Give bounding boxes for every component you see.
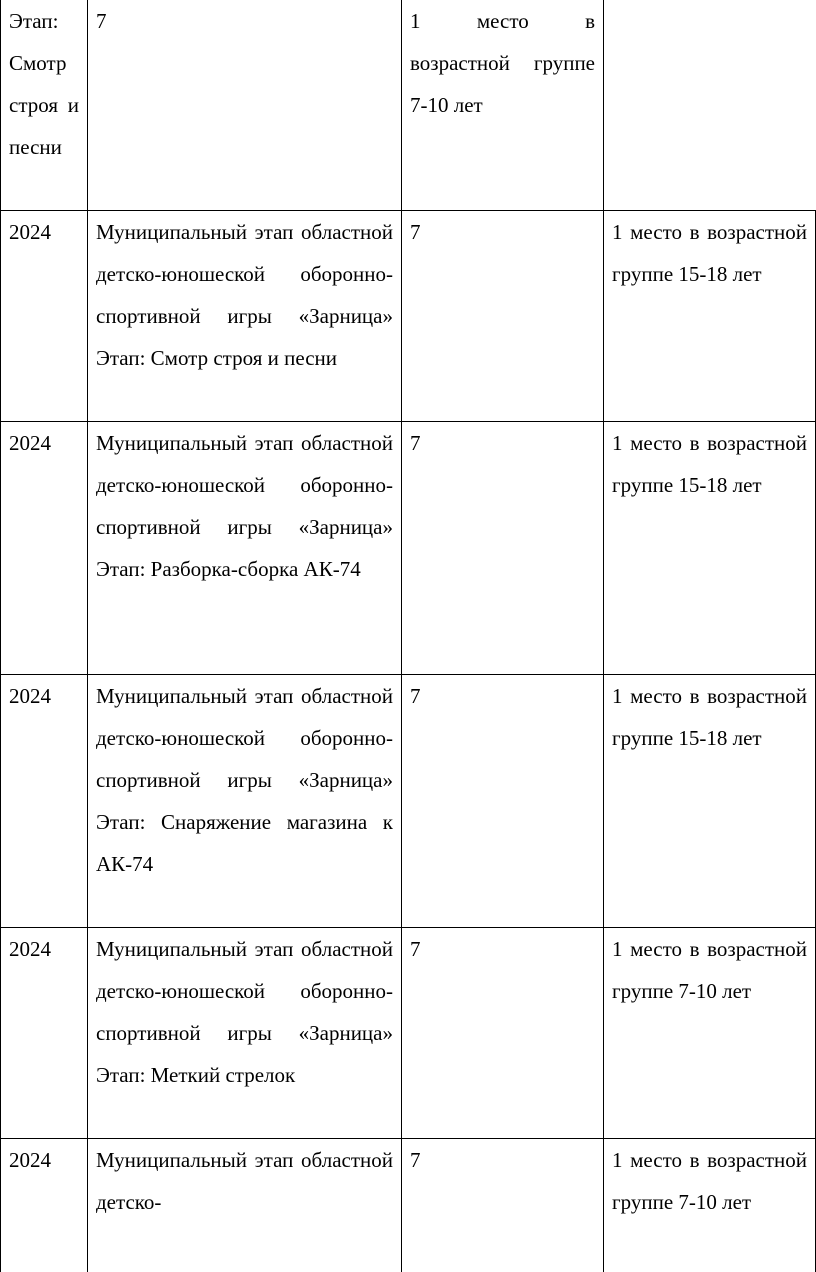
table-row-1-result: 1 место в возрастной группе 15-18 лет: [612, 220, 807, 286]
grid-vline-1: [87, 0, 88, 1272]
grid-hline-4: [0, 927, 816, 928]
grid-vline-0: [0, 0, 1, 1272]
table-row-5-event: Муниципальный этап областной детско-: [96, 1148, 393, 1214]
table-row-2-grade: 7: [410, 431, 421, 455]
table-row-4-grade: 7: [410, 937, 421, 961]
table-row-1-grade: 7: [410, 220, 421, 244]
table-row-1-event: Муниципальный этап областной детско-юношеской оборонно-спортивной игры «Зарница» Этап: Смотр строя и песни: [96, 220, 393, 370]
table-row-3-grade: 7: [410, 684, 421, 708]
grid-vline-3: [603, 0, 604, 1272]
table-row-3-year: 2024: [9, 684, 51, 708]
grid-hline-2: [0, 421, 816, 422]
table-row-4-event: Муниципальный этап областной детско-юношеской оборонно-спортивной игры «Зарница» Этап: Меткий стрелок: [96, 937, 393, 1087]
grid-hline-5: [0, 1138, 816, 1139]
table-row-5-year: 2024: [9, 1148, 51, 1172]
table-row-2-event: Муниципальный этап областной детско-юношеской оборонно-спортивной игры «Зарница» Этап: Разборка-сборка АК-74: [96, 431, 393, 581]
top-row-cell-2: 7: [96, 9, 107, 33]
top-row-cell-3: 1 место в возрастной группе 7-10 лет: [410, 9, 595, 117]
table-row-3-event: Муниципальный этап областной детско-юношеской оборонно-спортивной игры «Зарница» Этап: Снаряжение магазина к АК-74: [96, 684, 393, 876]
grid-vline-2: [401, 0, 402, 1272]
table-row-5-grade: 7: [410, 1148, 421, 1172]
table-row-3-result: 1 место в возрастной группе 15-18 лет: [612, 684, 807, 750]
table-row-5-result: 1 место в возрастной группе 7-10 лет: [612, 1148, 807, 1214]
top-row-cell-1: Этап: Смотр строя и песни: [9, 9, 79, 159]
grid-hline-3: [0, 674, 816, 675]
table-row-2-year: 2024: [9, 431, 51, 455]
table-row-4-result: 1 место в возрастной группе 7-10 лет: [612, 937, 807, 1003]
grid-hline-1: [0, 210, 816, 211]
table-row-1-year: 2024: [9, 220, 51, 244]
table-row-2-result: 1 место в возрастной группе 15-18 лет: [612, 431, 807, 497]
table-row-4-year: 2024: [9, 937, 51, 961]
